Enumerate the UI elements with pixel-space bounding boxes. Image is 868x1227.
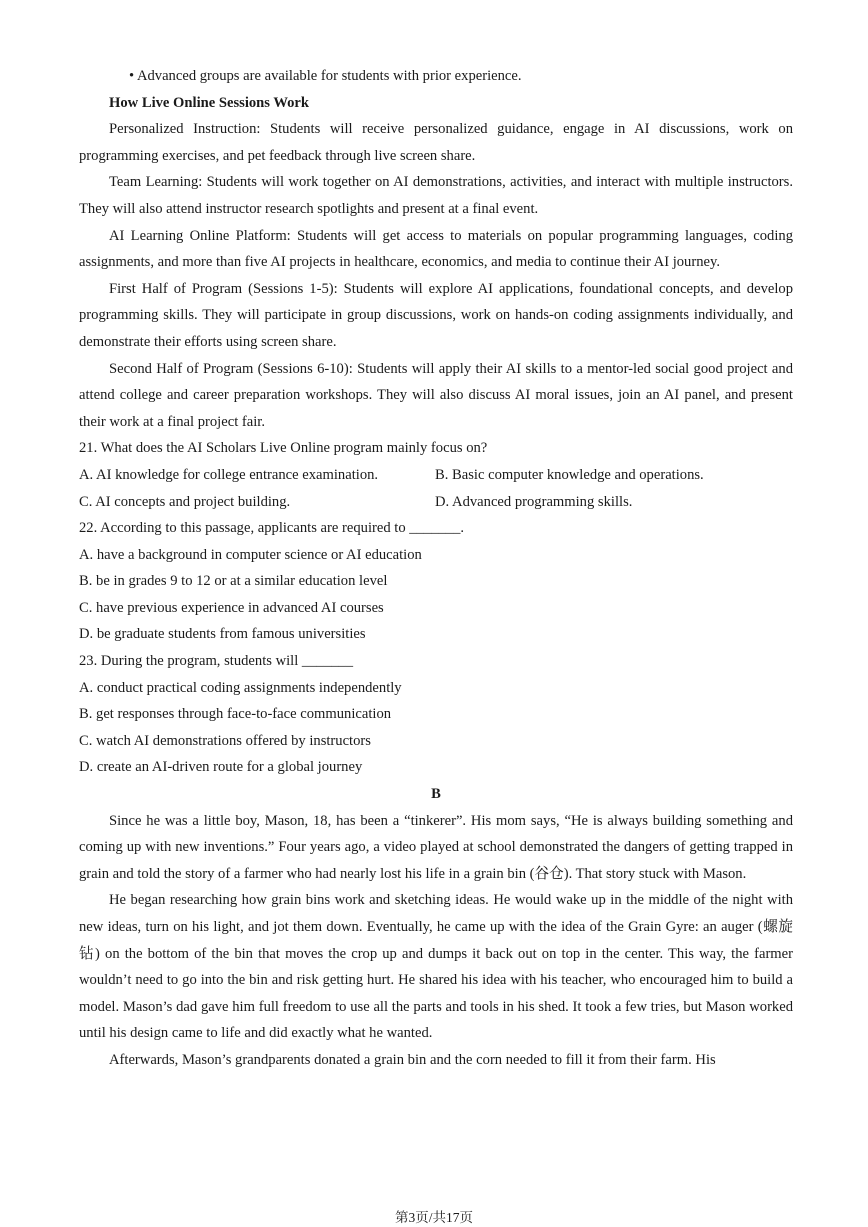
paragraph-platform: AI Learning Online Platform: Students will get access to materials on popular programming languages, coding assignments, and more than five AI projects in healthcare, economics, and media to continue their AI journey.: [79, 227, 793, 271]
section-b-label: B: [431, 786, 441, 803]
question-stem: 22. According to this passage, applicants are required to _______.: [79, 520, 465, 537]
option-b: B. get responses through face-to-face communication: [79, 706, 392, 723]
sessions-heading: How Live Online Sessions Work: [109, 94, 310, 111]
option-d: D. create an AI-driven route for a global journey: [79, 759, 363, 776]
question-23: [79, 648, 793, 781]
question-stem: 23. During the program, students will _______: [79, 653, 354, 670]
paragraph-team-learning: Team Learning: Students will work together on AI demonstrations, activities, and interact with multiple instructors. They will also attend instructor research spotlights and present at a final event.: [79, 174, 793, 217]
option-c: C. watch AI demonstrations offered by instructors: [79, 732, 371, 749]
option-a: A. conduct practical coding assignments independently: [79, 679, 402, 696]
paragraph-second-half: Second Half of Program (Sessions 6-10): Students will apply their AI skills to a mentor-led social good project and attend college and career preparation workshops. They will also discuss AI moral issues, join an AI panel, and present their work at a final project fair.: [79, 360, 793, 430]
option-d: D. be graduate students from famous universities: [79, 626, 366, 643]
option-c: C. AI concepts and project building.: [79, 493, 291, 510]
option-c: C. have previous experience in advanced AI courses: [79, 599, 384, 616]
passage-a-continuation: [79, 63, 793, 1074]
paragraph-first-half: First Half of Program (Sessions 1-5): Students will explore AI applications, foundational concepts, and develop programming skills. They will participate in group discussions, work on hands-on coding assignments individually, and demonstrate their efforts using screen share.: [79, 280, 793, 350]
option-b: B. be in grades 9 to 12 or at a similar education level: [79, 573, 388, 590]
paragraph-b3: Afterwards, Mason’s grandparents donated a grain bin and the corn needed to fill it from their farm. His: [109, 1051, 716, 1068]
question-22: [79, 515, 793, 648]
paragraph-b1: Since he was a little boy, Mason, 18, has been a “tinkerer”. His mom says, “He is always building something and coming up with new inventions.” Four years ago, a video played at school demonstrated the dangers of getting trapped in grain and told the story of a farmer who had nearly lost his life in a grain bin (谷仓). That story stuck with Mason.: [79, 812, 793, 882]
option-b: B. Basic computer knowledge and operations.: [435, 466, 704, 483]
passage-b: [79, 808, 793, 1074]
paragraph-b2: He began researching how grain bins work and sketching ideas. He would wake up in the middle of the night with new ideas, turn on his light, and jot them down. Eventually, he came up with the idea of the Grain Gyre: an auger (螺旋钻) on the bottom of the bin that moves the crop up and dumps it back out on top in the center. This way, the farmer wouldn’t need to go into the bin and risk getting hurt. He shared his idea with his teacher, who encouraged him to build a model. Mason’s dad gave him full freedom to use all the parts and tools in his shed. It took a few tries, but Mason worked until his design came to life and did exactly what he wanted.: [79, 892, 793, 1042]
paragraph-personalized: Personalized Instruction: Students will receive personalized guidance, engage in AI discussions, work on programming exercises, and pet feedback through live screen share.: [79, 121, 793, 164]
option-d: D. Advanced programming skills.: [435, 493, 633, 510]
option-a: A. AI knowledge for college entrance examination.: [79, 466, 379, 483]
question-21: [79, 435, 793, 515]
page-number-footer: 第3页/共17页: [394, 1210, 473, 1225]
intro-bullet: • Advanced groups are available for students with prior experience.: [129, 68, 522, 84]
question-stem: 21. What does the AI Scholars Live Online program mainly focus on?: [79, 440, 488, 457]
option-a: A. have a background in computer science or AI education: [79, 546, 422, 563]
